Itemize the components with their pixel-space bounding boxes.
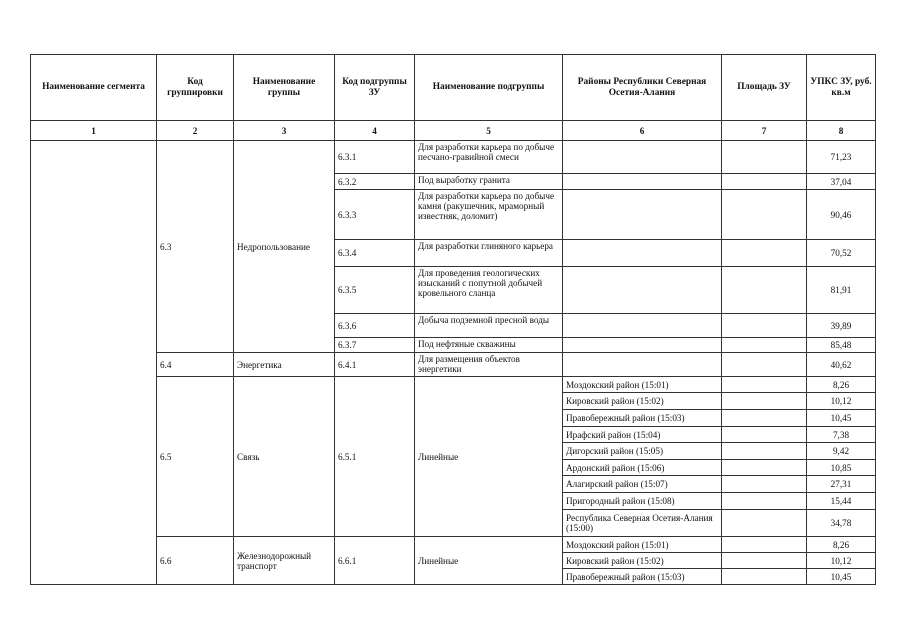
subgroup-name: Линейные — [415, 377, 563, 537]
subgroup-code: 6.3.1 — [335, 141, 415, 174]
area-cell — [722, 443, 807, 460]
upks-value: 10,85 — [807, 460, 876, 476]
district-cell — [563, 141, 722, 174]
area-cell — [722, 174, 807, 190]
area-cell — [722, 353, 807, 377]
area-cell — [722, 510, 807, 537]
upks-value: 10,45 — [807, 410, 876, 427]
header-cell: Код группировки — [157, 55, 234, 121]
subgroup-code: 6.4.1 — [335, 353, 415, 377]
area-cell — [722, 569, 807, 585]
column-number: 1 — [31, 121, 157, 141]
district-cell — [563, 314, 722, 338]
subgroup-code: 6.3.2 — [335, 174, 415, 190]
group-code: 6.6 — [157, 537, 234, 585]
area-cell — [722, 476, 807, 493]
subgroup-name: Линейные — [415, 537, 563, 585]
subgroup-code: 6.3.5 — [335, 267, 415, 314]
subgroup-name: Под нефтяные скважины — [415, 338, 563, 353]
subgroup-code: 6.3.7 — [335, 338, 415, 353]
district-cell — [563, 240, 722, 267]
district-name: Пригородный район (15:08) — [563, 493, 722, 510]
district-name: Ардонский район (15:06) — [563, 460, 722, 476]
district-cell — [563, 190, 722, 240]
upks-value: 90,46 — [807, 190, 876, 240]
column-number: 2 — [157, 121, 234, 141]
upks-value: 15,44 — [807, 493, 876, 510]
column-number: 8 — [807, 121, 876, 141]
district-name: Дигорский район (15:05) — [563, 443, 722, 460]
table-row — [31, 141, 876, 174]
group-name: Недропользование — [234, 141, 335, 353]
district-name: Кировский район (15:02) — [563, 393, 722, 410]
subgroup-code: 6.5.1 — [335, 377, 415, 537]
district-cell — [563, 338, 722, 353]
group-code: 6.3 — [157, 141, 234, 353]
table-row — [31, 537, 876, 553]
area-cell — [722, 240, 807, 267]
area-cell — [722, 314, 807, 338]
district-name: Правобережный район (15:03) — [563, 410, 722, 427]
upks-value: 9,42 — [807, 443, 876, 460]
district-cell — [563, 267, 722, 314]
district-name: Алагирский район (15:07) — [563, 476, 722, 493]
upks-value: 70,52 — [807, 240, 876, 267]
district-name: Правобережный район (15:03) — [563, 569, 722, 585]
area-cell — [722, 493, 807, 510]
upks-value: 85,48 — [807, 338, 876, 353]
upks-value: 34,78 — [807, 510, 876, 537]
area-cell — [722, 141, 807, 174]
upks-value: 10,12 — [807, 393, 876, 410]
header-cell: Районы Республики Северная Осетия-Алания — [563, 55, 722, 121]
subgroup-code: 6.3.3 — [335, 190, 415, 240]
upks-value: 8,26 — [807, 537, 876, 553]
header-cell: Наименование сегмента — [31, 55, 157, 121]
district-cell — [563, 353, 722, 377]
subgroup-name: Добыча подземной пресной воды — [415, 314, 563, 338]
district-name: Моздокский район (15:01) — [563, 537, 722, 553]
subgroup-name: Для разработки глиняного карьера — [415, 240, 563, 267]
area-cell — [722, 377, 807, 393]
group-code: 6.5 — [157, 377, 234, 537]
area-cell — [722, 267, 807, 314]
area-cell — [722, 537, 807, 553]
subgroup-name: Для разработки карьера по добыче песчано-гравийной смеси — [415, 141, 563, 174]
upks-value: 81,91 — [807, 267, 876, 314]
column-number: 3 — [234, 121, 335, 141]
area-cell — [722, 190, 807, 240]
subgroup-code: 6.3.6 — [335, 314, 415, 338]
upks-value: 27,31 — [807, 476, 876, 493]
column-number-row — [31, 121, 876, 141]
header-cell: Код подгруппы ЗУ — [335, 55, 415, 121]
subgroup-name: Для проведения геологических изысканий с попутной добычей кровельного сланца — [415, 267, 563, 314]
column-number: 4 — [335, 121, 415, 141]
upks-value: 7,38 — [807, 427, 876, 443]
area-cell — [722, 338, 807, 353]
subgroup-name: Для разработки карьера по добыче камня (ракушечник, мраморный известняк, доломит) — [415, 190, 563, 240]
district-name: Ирафский район (15:04) — [563, 427, 722, 443]
header-cell: Площадь ЗУ — [722, 55, 807, 121]
cadastral-value-table — [30, 54, 876, 585]
district-name: Кировский район (15:02) — [563, 553, 722, 569]
group-name: Железнодорожный транспорт — [234, 537, 335, 585]
district-cell — [563, 174, 722, 190]
column-number: 7 — [722, 121, 807, 141]
area-cell — [722, 460, 807, 476]
upks-value: 37,04 — [807, 174, 876, 190]
subgroup-name: Под выработку гранита — [415, 174, 563, 190]
header-cell: Наименование группы — [234, 55, 335, 121]
header-row — [31, 55, 876, 121]
segment-cell — [31, 141, 157, 585]
upks-value: 10,45 — [807, 569, 876, 585]
header-cell: УПКС ЗУ, руб. кв.м — [807, 55, 876, 121]
header-cell: Наименование подгруппы — [415, 55, 563, 121]
upks-value: 71,23 — [807, 141, 876, 174]
subgroup-code: 6.6.1 — [335, 537, 415, 585]
area-cell — [722, 427, 807, 443]
upks-value: 10,12 — [807, 553, 876, 569]
district-name: Республика Северная Осетия-Алания (15:00) — [563, 510, 722, 537]
area-cell — [722, 553, 807, 569]
group-code: 6.4 — [157, 353, 234, 377]
table-row — [31, 353, 876, 377]
group-name: Энергетика — [234, 353, 335, 377]
table-row — [31, 377, 876, 393]
upks-value: 8,26 — [807, 377, 876, 393]
upks-value: 39,89 — [807, 314, 876, 338]
column-number: 5 — [415, 121, 563, 141]
district-name: Моздокский район (15:01) — [563, 377, 722, 393]
subgroup-name: Для размещения объектов энергетики — [415, 353, 563, 377]
subgroup-code: 6.3.4 — [335, 240, 415, 267]
column-number: 6 — [563, 121, 722, 141]
upks-value: 40,62 — [807, 353, 876, 377]
area-cell — [722, 410, 807, 427]
group-name: Связь — [234, 377, 335, 537]
area-cell — [722, 393, 807, 410]
